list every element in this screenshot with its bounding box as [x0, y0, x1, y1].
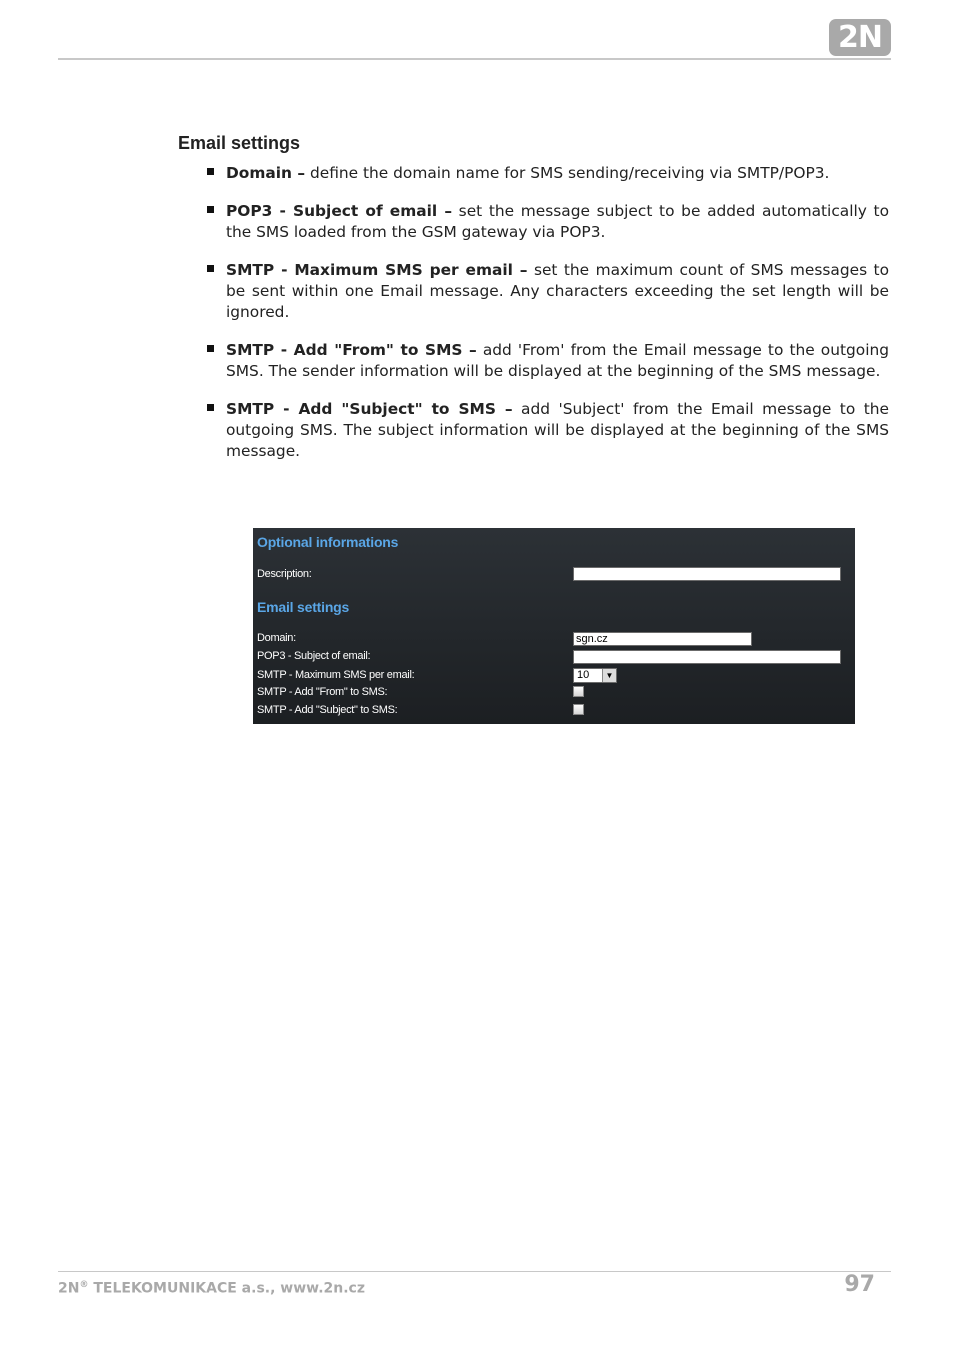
header-divider	[58, 58, 891, 60]
domain-input[interactable]: sgn.cz	[573, 632, 752, 646]
section-title: Email settings	[178, 133, 301, 153]
max-sms-select[interactable]	[573, 668, 617, 683]
bullet-item-domain	[207, 163, 889, 184]
footer-company	[58, 1280, 365, 1297]
optional-info-title: Optional informations	[257, 534, 399, 550]
pop3-subject-input[interactable]	[573, 650, 841, 664]
bullet-square-icon	[207, 265, 214, 272]
bullet-square-icon	[207, 168, 214, 175]
email-settings-title: Email settings	[257, 599, 350, 615]
footer-company-rest: TELEKOMUNIKACE a.s., www.2n.cz	[88, 1280, 365, 1297]
settings-screenshot-panel	[253, 528, 855, 724]
bullet-list	[207, 163, 889, 479]
bullet-text: define the domain name for SMS sending/receiving via SMTP/POP3.	[305, 164, 830, 182]
bullet-square-icon	[207, 345, 214, 352]
bullet-square-icon	[207, 404, 214, 411]
bullet-text: add 'From' from the Email message to the outgoing SMS. The sender information will be displayed at the beginning of the SMS message.	[226, 341, 889, 380]
bullet-term: SMTP - Maximum SMS per email –	[226, 261, 528, 279]
add-subject-label: SMTP - Add "Subject" to SMS:	[257, 704, 398, 716]
page-number: 97	[844, 1272, 875, 1297]
description-label: Description:	[257, 568, 312, 580]
bullet-text: add 'Subject' from the Email message to the outgoing SMS. The subject information will be displayed at the beginning of the SMS message.	[226, 400, 889, 460]
bullet-item-pop3-subject	[207, 201, 889, 243]
max-sms-label: SMTP - Maximum SMS per email:	[257, 669, 415, 681]
add-from-checkbox[interactable]	[573, 686, 584, 697]
add-from-label: SMTP - Add "From" to SMS:	[257, 686, 388, 698]
bullet-text: set the maximum count of SMS messages to be sent within one Email message. Any characters exceeding the set length will be ignored.	[226, 261, 889, 321]
footer-company-prefix: 2N	[58, 1280, 80, 1297]
chevron-down-icon[interactable]: ▼	[602, 669, 616, 682]
footer-divider	[58, 1271, 891, 1272]
domain-label: Domain:	[257, 632, 296, 644]
max-sms-value: 10	[577, 669, 590, 681]
bullet-text: set the message subject to be added automatically to the SMS loaded from the GSM gateway via POP3.	[226, 202, 889, 241]
bullet-item-add-subject	[207, 399, 889, 462]
company-logo: 2N	[829, 19, 891, 56]
add-subject-checkbox[interactable]	[573, 704, 584, 715]
pop3-subject-label: POP3 - Subject of email:	[257, 650, 371, 662]
bullet-square-icon	[207, 206, 214, 213]
bullet-term: Domain –	[226, 164, 306, 182]
bullet-item-add-from	[207, 340, 889, 382]
bullet-item-max-sms	[207, 260, 889, 323]
bullet-term: SMTP - Add "Subject" to SMS –	[226, 400, 513, 418]
description-input[interactable]	[573, 567, 841, 581]
bullet-term: SMTP - Add "From" to SMS –	[226, 341, 477, 359]
bullet-term: POP3 - Subject of email –	[226, 202, 453, 220]
registered-mark: ®	[79, 1280, 89, 1290]
